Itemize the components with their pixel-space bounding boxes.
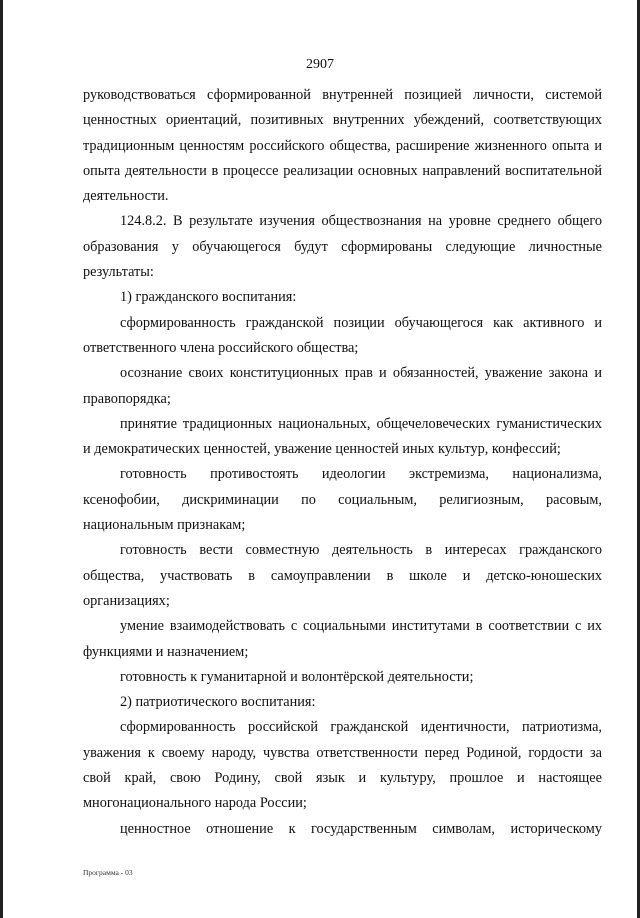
body-text	[83, 83, 602, 842]
paragraph: готовность к гуманитарной и волонтёрской деятельности;	[120, 668, 474, 685]
footer-label: Программа - 03	[83, 868, 133, 877]
list-heading: 1) гражданского воспитания:	[120, 289, 297, 306]
list-heading: 2) патриотического воспитания:	[120, 694, 316, 711]
paragraph: сформированность российской гражданской идентичности, патриотизма, уважения к своему народу, чувства ответственности перед Родиной, гордости за свой край, свою Родину, свой язык и культуру, прошлое и настоящее многонационального народа России;	[83, 719, 602, 812]
paragraph: готовность противостоять идеологии экстремизма, национализма, ксенофобии, дискриминации по социальным, религиозным, расовым, национальным признакам;	[83, 466, 602, 534]
paragraph: ценностное отношение к государственным символам, историческому	[120, 820, 602, 837]
paragraph: 124.8.2. В результате изучения обществознания на уровне среднего общего образования у обучающегося будут сформированы следующие личностные результаты:	[83, 213, 602, 281]
paragraph: принятие традиционных национальных, общечеловеческих гуманистических и демократических ценностей, уважение ценностей иных культур, конфессий;	[83, 415, 602, 458]
page-number: 2907	[306, 57, 334, 72]
paragraph: умение взаимодействовать с социальными институтами в соответствии с их функциями и назначением;	[83, 618, 602, 660]
paragraph: сформированность гражданской позиции обучающегося как активного и ответственного члена российского общества;	[83, 314, 602, 356]
paragraph: осознание своих конституционных прав и обязанностей, уважение закона и правопорядка;	[83, 365, 602, 407]
paragraph: руководствоваться сформированной внутренней позицией личности, системой ценностных ориентаций, позитивных внутренних убеждений, соответствующих традиционным ценностям российского общества, расширение жизненного опыта и опыта деятельности в процессе реализации основных направлений воспитательной деятельности.	[83, 87, 602, 205]
paragraph: готовность вести совместную деятельность в интересах гражданского общества, участвовать в самоуправлении в школе и детско-юношеских организациях;	[83, 542, 602, 609]
